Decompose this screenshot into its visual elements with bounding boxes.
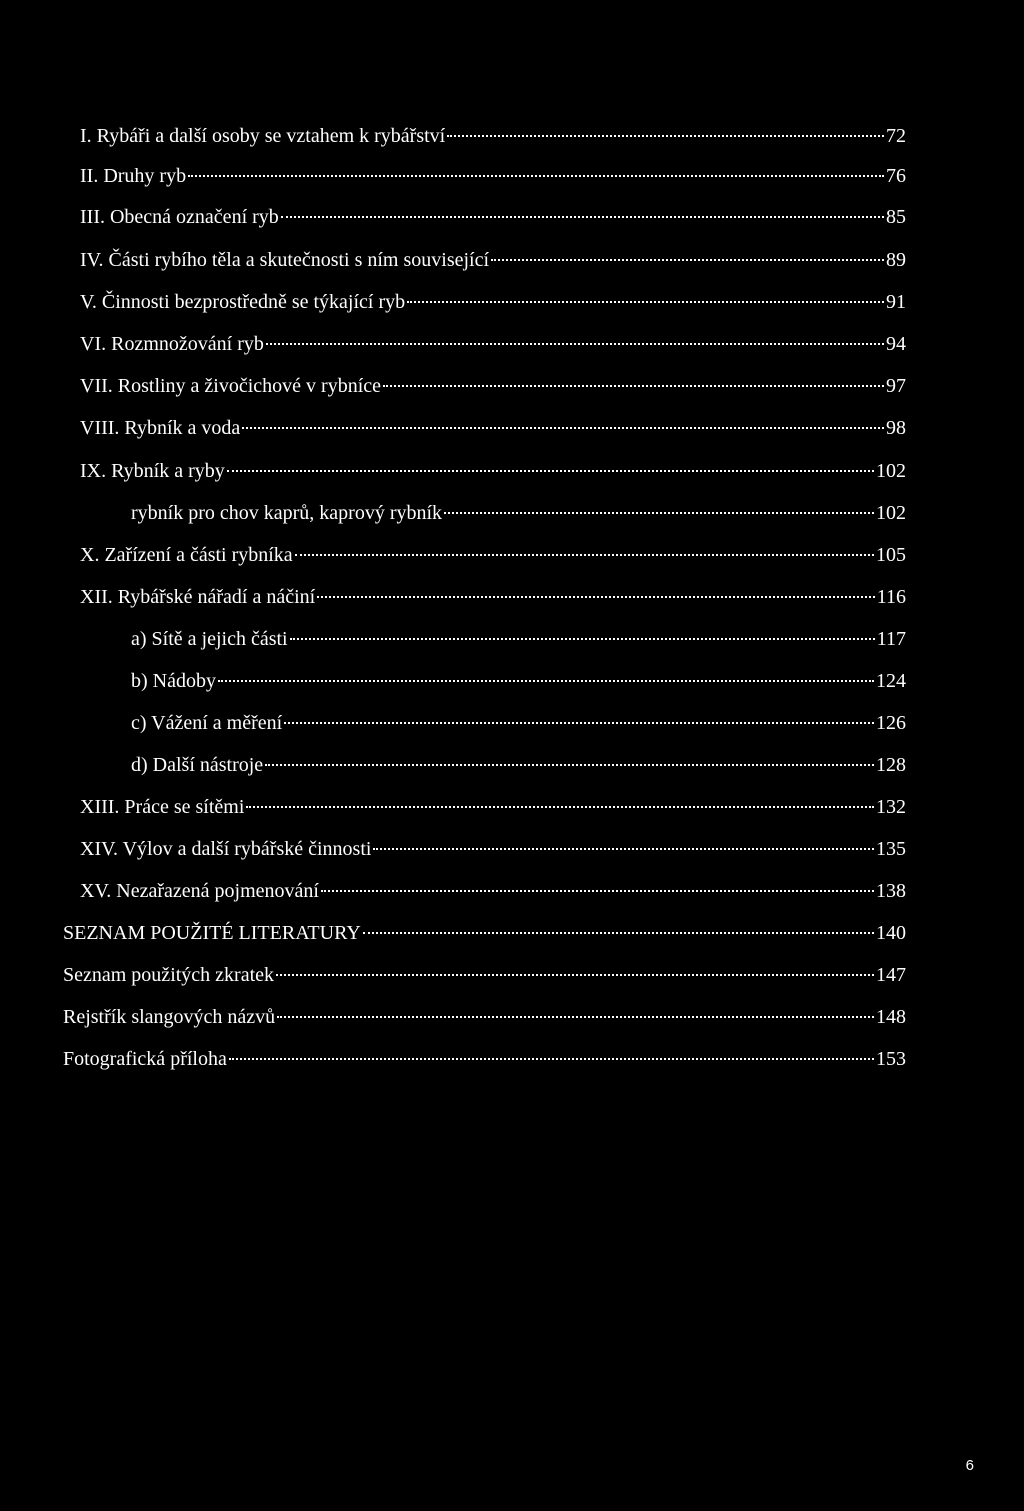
toc-entry (80, 454, 906, 488)
toc-subentry (131, 664, 906, 698)
dot-leader (321, 890, 874, 892)
toc-section-entry (63, 958, 906, 992)
toc-entry-title: IX. Rybník a ryby (80, 460, 225, 482)
toc-entry (80, 369, 906, 403)
toc-entry-page: 89 (886, 249, 906, 271)
dot-leader (373, 848, 874, 850)
toc-entry-title: a) Sítě a jejich části (131, 628, 288, 650)
toc-entry-page: 140 (876, 922, 906, 944)
dot-leader (242, 427, 884, 429)
toc-subentry (131, 496, 906, 530)
dot-leader (284, 722, 874, 724)
toc-entry-page: 102 (876, 502, 906, 524)
toc-entry (80, 832, 906, 866)
dot-leader (363, 932, 874, 934)
toc-subentry (131, 748, 906, 782)
dot-leader (295, 554, 874, 556)
toc-entry-page: 98 (886, 417, 906, 439)
dot-leader (188, 175, 884, 177)
toc-entry (80, 200, 906, 234)
toc-entry-page: 97 (886, 375, 906, 397)
dot-leader (277, 1016, 874, 1018)
toc-entry (80, 580, 906, 614)
toc-section-entry (63, 1042, 906, 1076)
toc-entry-title: I. Rybáři a další osoby se vztahem k rybářství (80, 125, 446, 147)
toc-entry-title: VI. Rozmnožování ryb (80, 333, 264, 355)
dot-leader (276, 974, 874, 976)
dot-leader (229, 1058, 874, 1060)
toc-entry-title: XII. Rybářské nářadí a náčiní (80, 586, 316, 608)
dot-leader (491, 259, 884, 261)
toc-entry-title: XV. Nezařazená pojmenování (80, 880, 319, 902)
toc-entry-title: IV. Části rybího těla a skutečnosti s ním související (80, 249, 490, 271)
dot-leader (218, 680, 874, 682)
dot-leader (227, 470, 874, 472)
toc-entry (80, 159, 906, 193)
dot-leader (290, 638, 875, 640)
dot-leader (317, 596, 875, 598)
dot-leader (266, 343, 884, 345)
toc-entry (80, 285, 906, 319)
toc-entry (80, 538, 906, 572)
dot-leader (444, 512, 874, 514)
toc-entry-title: VIII. Rybník a voda (80, 417, 241, 439)
toc-entry-page: 153 (876, 1048, 906, 1070)
toc-entry-title: XIII. Práce se sítěmi (80, 796, 245, 818)
toc-entry-page: 76 (886, 165, 906, 187)
toc-entry-title: Seznam použitých zkratek (63, 964, 275, 986)
toc-entry (80, 790, 906, 824)
toc-entry-title: SEZNAM POUŽITÉ LITERATURY (63, 922, 361, 944)
toc-entry (80, 327, 906, 361)
toc-subentry (131, 622, 906, 656)
toc-entry-page: 91 (886, 291, 906, 313)
toc-entry-title: c) Vážení a měření (131, 712, 283, 734)
toc-entry-page: 72 (886, 125, 906, 147)
toc-entry-page: 132 (876, 796, 906, 818)
toc-entry-title: b) Nádoby (131, 670, 216, 692)
toc-entry-title: II. Druhy ryb (80, 165, 187, 187)
toc-entry-page: 147 (876, 964, 906, 986)
toc-entry-page: 126 (876, 712, 906, 734)
toc-entry (80, 874, 906, 908)
toc-entry (80, 243, 906, 277)
dot-leader (281, 216, 884, 218)
dot-leader (246, 806, 874, 808)
toc-section-entry (63, 1000, 906, 1034)
toc-entry-title: d) Další nástroje (131, 754, 264, 776)
toc-entry-page: 117 (876, 628, 906, 650)
toc-entry-page: 124 (876, 670, 906, 692)
dot-leader (265, 764, 874, 766)
toc-entry-page: 85 (886, 206, 906, 228)
toc-entry-title: V. Činnosti bezprostředně se týkající ryb (80, 291, 406, 313)
dot-leader (383, 385, 884, 387)
toc-entry-page: 94 (886, 333, 906, 355)
toc-subentry (131, 706, 906, 740)
page-number: 6 (965, 1457, 974, 1474)
toc-entry-title: VII. Rostliny a živočichové v rybníce (80, 375, 382, 397)
toc-entry-page: 128 (876, 754, 906, 776)
toc-section-entry (63, 916, 906, 950)
toc-entry-page: 105 (876, 544, 906, 566)
toc-entry (80, 119, 906, 153)
toc-entry-title: Rejstřík slangových názvů (63, 1006, 276, 1028)
toc-entry-title: XIV. Výlov a další rybářské činnosti (80, 838, 372, 860)
toc-entry-page: 138 (876, 880, 906, 902)
toc-entry-title: X. Zařízení a části rybníka (80, 544, 293, 566)
toc-entry-page: 148 (876, 1006, 906, 1028)
toc-entry-page: 135 (876, 838, 906, 860)
toc-entry-title: III. Obecná označení ryb (80, 206, 279, 228)
dot-leader (447, 135, 884, 137)
toc-entry-page: 116 (876, 586, 906, 608)
toc-entry (80, 411, 906, 445)
dot-leader (407, 301, 884, 303)
toc-entry-title: rybník pro chov kaprů, kaprový rybník (131, 502, 443, 524)
toc-entry-page: 102 (876, 460, 906, 482)
toc-entry-title: Fotografická příloha (63, 1048, 227, 1070)
